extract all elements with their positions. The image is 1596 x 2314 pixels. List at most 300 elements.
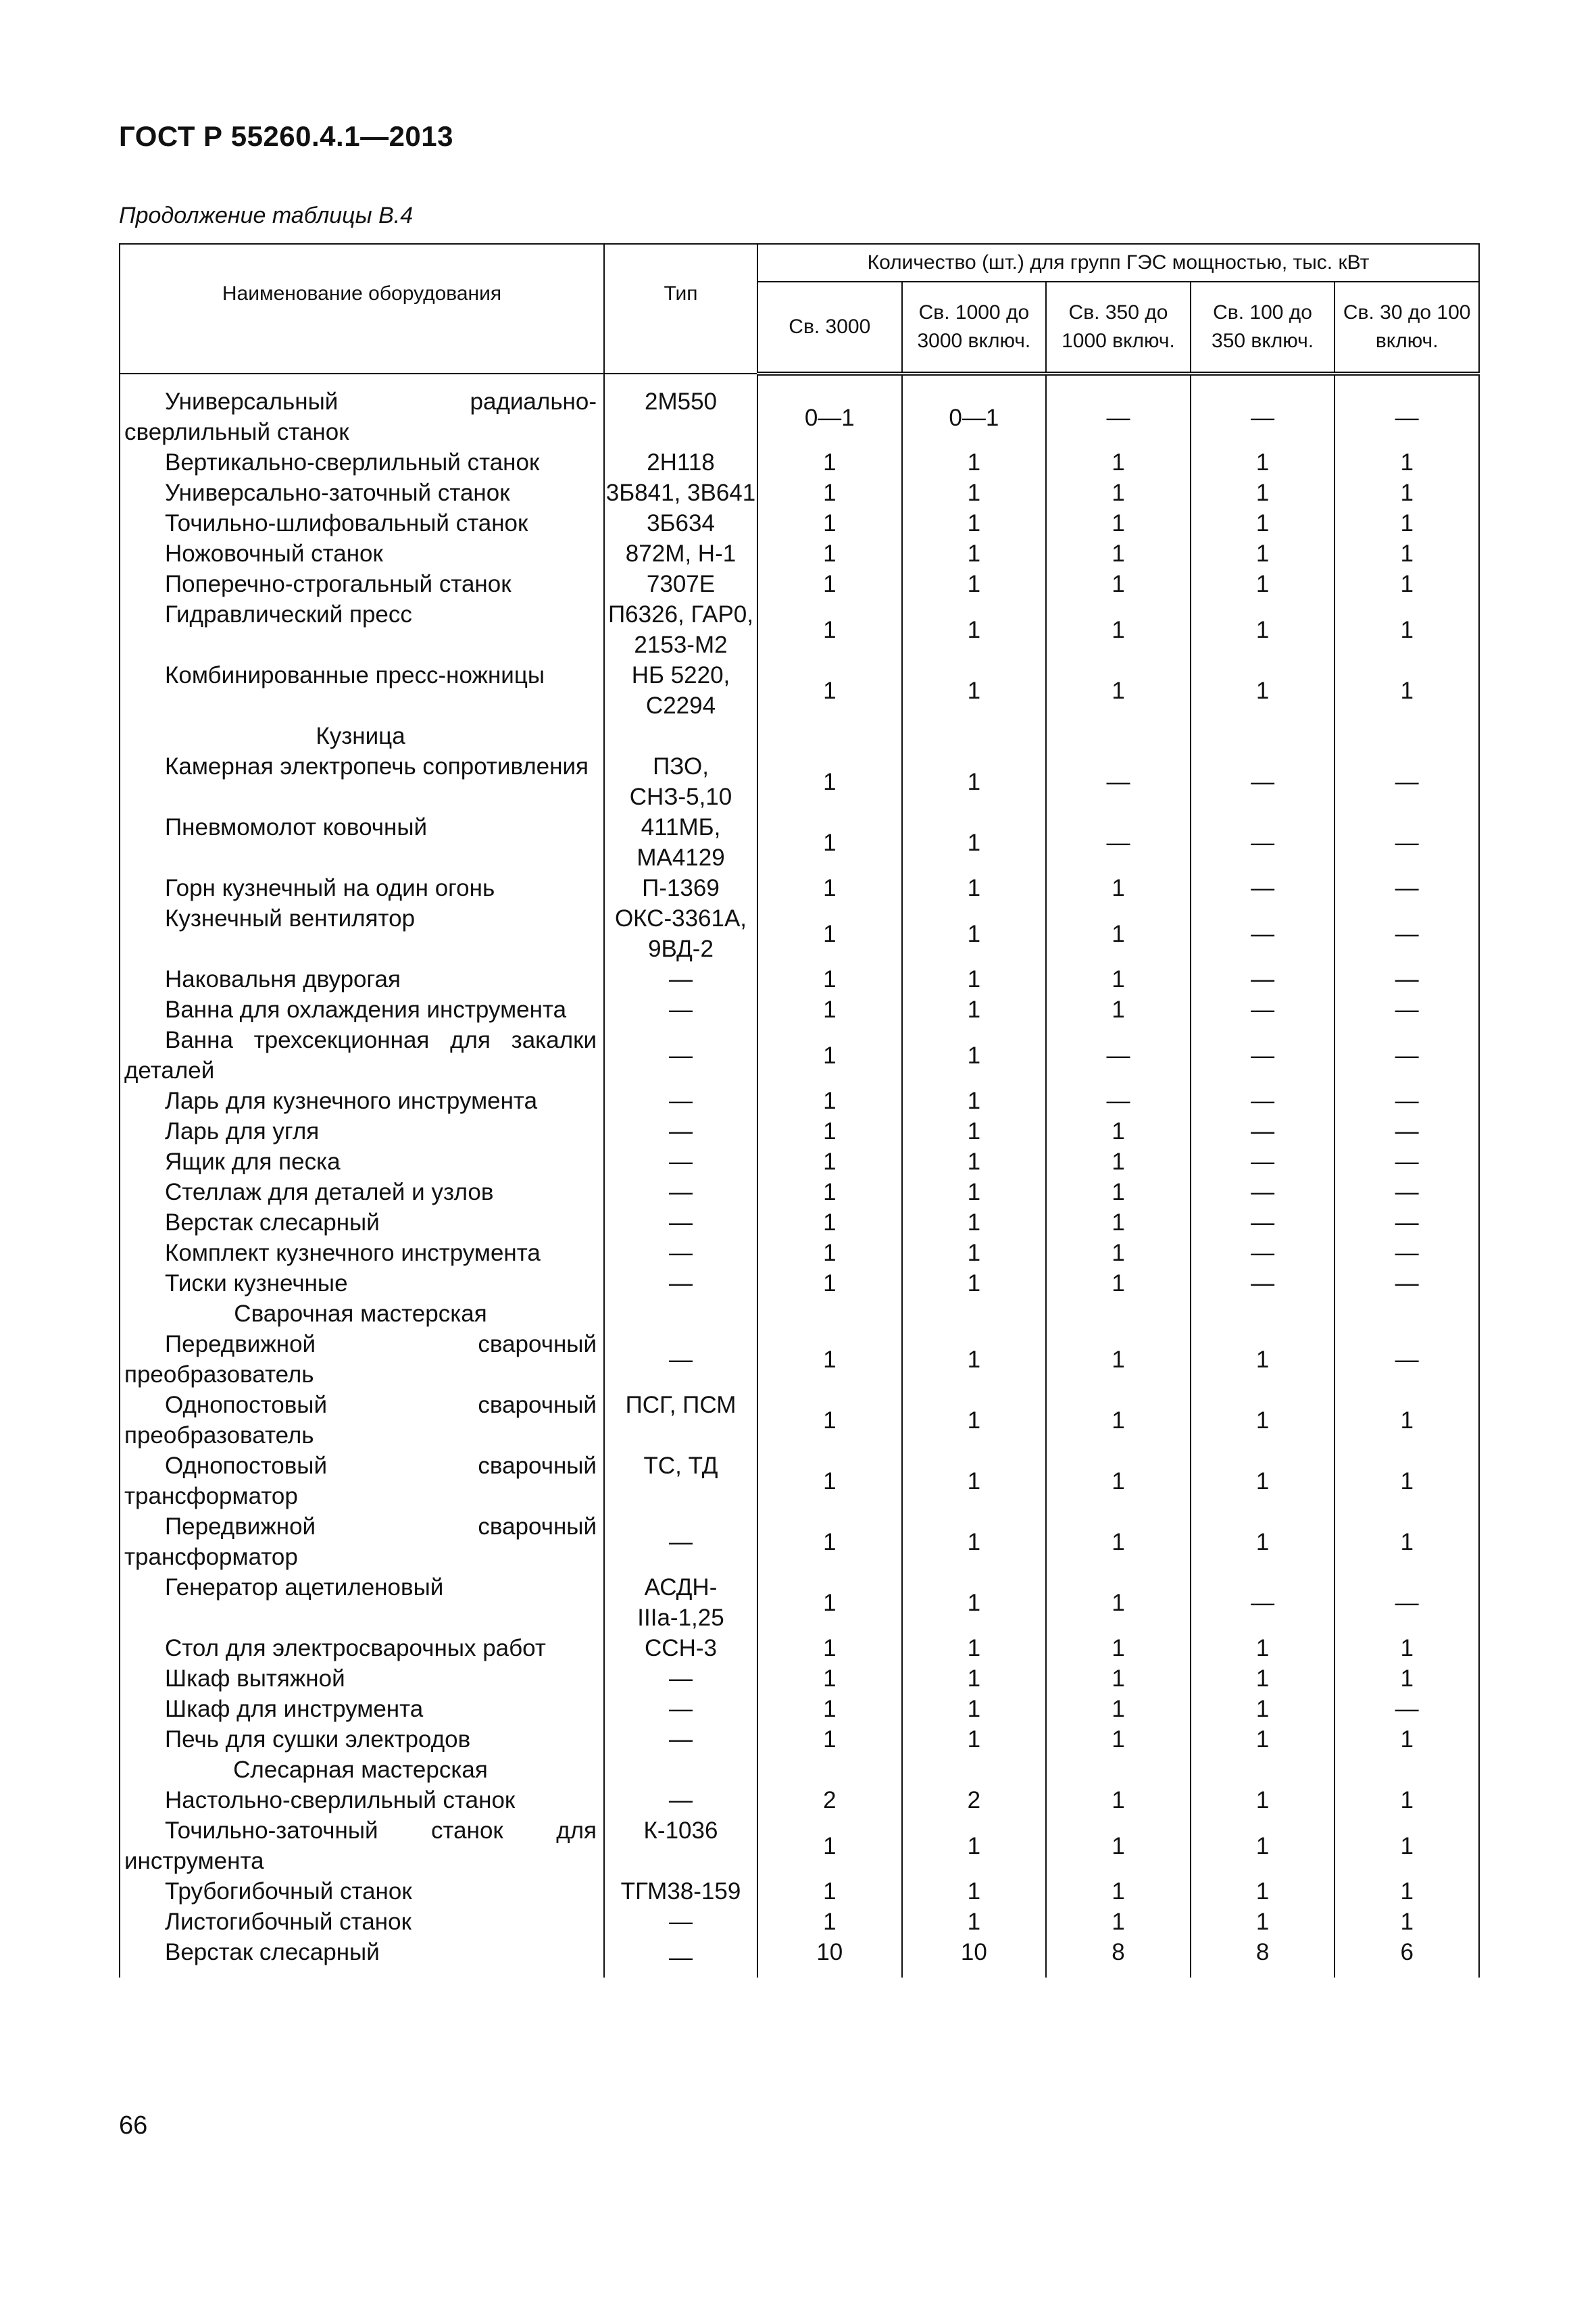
quantity-cell: 1 (1046, 1390, 1191, 1451)
quantity-cell: 1 (757, 660, 902, 721)
quantity-cell: 8 (1046, 1937, 1191, 1978)
quantity-cell: 1 (1335, 447, 1479, 478)
quantity-cell: 1 (757, 1329, 902, 1390)
quantity-cell: 1 (757, 1633, 902, 1663)
quantity-cell: — (1191, 1086, 1335, 1116)
page-number: 66 (119, 2111, 148, 2140)
section-row (120, 1299, 1479, 1329)
quantity-cell: 1 (902, 1511, 1047, 1572)
table-row (120, 1876, 1479, 1907)
quantity-cell: 1 (757, 995, 902, 1025)
quantity-cell: 1 (757, 1663, 902, 1694)
equipment-name: Вертикально-сверлильный станок (120, 447, 604, 478)
equipment-type: — (604, 1086, 757, 1116)
quantity-cell: 1 (902, 599, 1047, 660)
table-row (120, 964, 1479, 995)
quantity-cell: — (1335, 374, 1479, 447)
equipment-type: 3Б634 (604, 508, 757, 538)
equipment-name: Ножовочный станок (120, 538, 604, 569)
quantity-cell: — (1046, 751, 1191, 812)
equipment-name: Шкаф вытяжной (120, 1663, 604, 1694)
quantity-cell: 1 (902, 1633, 1047, 1663)
quantity-cell: 1 (1335, 1633, 1479, 1663)
equipment-name: Листогибочный станок (120, 1907, 604, 1937)
equipment-type: — (604, 1025, 757, 1086)
quantity-cell: 1 (1046, 538, 1191, 569)
quantity-cell: 1 (1191, 1907, 1335, 1937)
table-row (120, 812, 1479, 873)
table-row (120, 1086, 1479, 1116)
quantity-cell: 1 (902, 1268, 1047, 1299)
quantity-cell: 1 (1046, 660, 1191, 721)
quantity-cell (902, 1755, 1047, 1785)
quantity-cell: 1 (1191, 538, 1335, 569)
column-header-name: Наименование оборудования (120, 244, 604, 374)
table-row (120, 1238, 1479, 1268)
quantity-cell: 1 (1046, 1724, 1191, 1755)
quantity-cell: — (1335, 1329, 1479, 1390)
quantity-cell: 1 (757, 1694, 902, 1724)
table-row (120, 1663, 1479, 1694)
equipment-type: 411МБ, МА4129 (604, 812, 757, 873)
equipment-type: — (604, 1116, 757, 1147)
equipment-type: — (604, 1907, 757, 1937)
equipment-name: Передвижной сварочный преобразователь (120, 1329, 604, 1390)
quantity-cell: 1 (757, 1876, 902, 1907)
quantity-cell: — (1335, 1268, 1479, 1299)
equipment-type: 7307Е (604, 569, 757, 599)
quantity-cell (902, 1299, 1047, 1329)
equipment-name: Стеллаж для деталей и узлов (120, 1177, 604, 1207)
quantity-cell: 1 (902, 812, 1047, 873)
equipment-name: Тиски кузнечные (120, 1268, 604, 1299)
quantity-cell: — (1335, 1147, 1479, 1177)
table-row (120, 1207, 1479, 1238)
quantity-cell: — (1335, 1572, 1479, 1633)
quantity-cell: — (1335, 1025, 1479, 1086)
quantity-cell: 1 (757, 1815, 902, 1876)
quantity-cell: 1 (1335, 1663, 1479, 1694)
table-row (120, 1694, 1479, 1724)
quantity-cell: 1 (1191, 1663, 1335, 1694)
equipment-name: Верстак слесарный (120, 1207, 604, 1238)
table-row (120, 569, 1479, 599)
quantity-cell: 1 (757, 1025, 902, 1086)
equipment-name: Печь для сушки электродов (120, 1724, 604, 1755)
equipment-type: — (604, 1177, 757, 1207)
equipment-name: Ванна для охлаждения инструмента (120, 995, 604, 1025)
equipment-name: Горн кузнечный на один огонь (120, 873, 604, 903)
quantity-cell: 1 (1046, 1207, 1191, 1238)
table-row (120, 1177, 1479, 1207)
equipment-type: — (604, 995, 757, 1025)
quantity-cell: — (1335, 1177, 1479, 1207)
equipment-name: Точильно-шлифовальный станок (120, 508, 604, 538)
quantity-cell: — (1191, 1268, 1335, 1299)
equipment-type: ТС, ТД (604, 1451, 757, 1511)
equipment-type: 2М550 (604, 374, 757, 447)
quantity-cell: 2 (757, 1785, 902, 1815)
quantity-cell: 1 (1191, 478, 1335, 508)
quantity-cell: 1 (1335, 1511, 1479, 1572)
quantity-cell: 1 (1046, 1238, 1191, 1268)
table-row (120, 538, 1479, 569)
quantity-cell: 1 (1191, 1724, 1335, 1755)
quantity-cell: — (1046, 374, 1191, 447)
equipment-type (604, 721, 757, 751)
column-header-over-3000: Св. 3000 (757, 282, 902, 374)
quantity-cell: 1 (902, 873, 1047, 903)
quantity-cell: 1 (902, 447, 1047, 478)
equipment-name: Комбинированные пресс-ножницы (120, 660, 604, 721)
quantity-cell: 1 (1046, 903, 1191, 964)
quantity-cell: 1 (1046, 478, 1191, 508)
quantity-cell: — (1046, 1025, 1191, 1086)
quantity-cell: 1 (1335, 1785, 1479, 1815)
quantity-cell (757, 1755, 902, 1785)
quantity-cell: 1 (757, 538, 902, 569)
quantity-cell: 1 (1191, 1633, 1335, 1663)
quantity-cell: 1 (902, 995, 1047, 1025)
quantity-cell: 1 (902, 1907, 1047, 1937)
table-row (120, 1907, 1479, 1937)
quantity-cell: 1 (1191, 1785, 1335, 1815)
quantity-cell: — (1191, 374, 1335, 447)
quantity-cell: 1 (902, 538, 1047, 569)
equipment-name: Кузнечный вентилятор (120, 903, 604, 964)
quantity-cell: 1 (757, 1086, 902, 1116)
quantity-cell: — (1335, 1116, 1479, 1147)
quantity-cell: 1 (757, 1147, 902, 1177)
quantity-cell: 1 (902, 1238, 1047, 1268)
quantity-cell: — (1335, 995, 1479, 1025)
equipment-type: — (604, 1238, 757, 1268)
equipment-type: П6326, ГАР0, 2153-М2 (604, 599, 757, 660)
quantity-cell: — (1046, 1086, 1191, 1116)
quantity-cell: 1 (902, 1876, 1047, 1907)
quantity-cell: 1 (902, 1724, 1047, 1755)
quantity-cell: 1 (902, 1451, 1047, 1511)
table-row (120, 1572, 1479, 1633)
quantity-cell: — (1191, 903, 1335, 964)
table-row (120, 1147, 1479, 1177)
quantity-cell: 1 (1191, 1876, 1335, 1907)
quantity-cell: 1 (757, 1451, 902, 1511)
quantity-cell: 1 (757, 751, 902, 812)
equipment-name: Ларь для угля (120, 1116, 604, 1147)
quantity-cell: — (1335, 751, 1479, 812)
column-header-type: Тип (604, 244, 757, 374)
equipment-name: Поперечно-строгальный станок (120, 569, 604, 599)
quantity-cell: — (1335, 873, 1479, 903)
quantity-cell: 1 (1046, 1663, 1191, 1694)
section-title: Сварочная мастерская (120, 1299, 604, 1329)
equipment-type: 2Н118 (604, 447, 757, 478)
table-row (120, 1785, 1479, 1815)
equipment-type: — (604, 1785, 757, 1815)
quantity-cell: 1 (757, 1724, 902, 1755)
quantity-cell: 1 (757, 1177, 902, 1207)
quantity-cell: 1 (902, 1572, 1047, 1633)
table-row (120, 1268, 1479, 1299)
quantity-cell: — (1335, 1086, 1479, 1116)
quantity-cell: 1 (1191, 569, 1335, 599)
equipment-name: Пневмомолот ковочный (120, 812, 604, 873)
quantity-cell: 1 (1335, 599, 1479, 660)
quantity-cell (757, 721, 902, 751)
table-caption: Продолжение таблицы В.4 (119, 203, 414, 228)
quantity-cell: 1 (1046, 995, 1191, 1025)
quantity-cell: 1 (1191, 660, 1335, 721)
quantity-cell: 1 (1191, 1390, 1335, 1451)
equipment-name: Передвижной сварочный трансформатор (120, 1511, 604, 1572)
quantity-cell: 1 (757, 1268, 902, 1299)
equipment-name: Генератор ацетиленовый (120, 1572, 604, 1633)
quantity-cell: 1 (757, 1511, 902, 1572)
equipment-name: Трубогибочный станок (120, 1876, 604, 1907)
quantity-cell: 1 (1335, 569, 1479, 599)
quantity-cell: 1 (1335, 1815, 1479, 1876)
quantity-cell: — (1191, 873, 1335, 903)
table-row (120, 1329, 1479, 1390)
quantity-cell: 1 (1046, 569, 1191, 599)
equipment-type (604, 1299, 757, 1329)
quantity-cell: 1 (902, 1390, 1047, 1451)
quantity-cell: 1 (902, 1207, 1047, 1238)
equipment-type: К-1036 (604, 1815, 757, 1876)
quantity-cell: 1 (1046, 1116, 1191, 1147)
quantity-cell: 8 (1191, 1937, 1335, 1978)
quantity-cell: 1 (902, 1815, 1047, 1876)
quantity-cell: — (1335, 1694, 1479, 1724)
equipment-name: Гидравлический пресс (120, 599, 604, 660)
equipment-name: Универсальный радиально-сверлильный станок (120, 374, 604, 447)
table-row (120, 873, 1479, 903)
equipment-name: Универсально-заточный станок (120, 478, 604, 508)
quantity-cell: 1 (1046, 508, 1191, 538)
quantity-cell: 1 (1335, 1907, 1479, 1937)
quantity-cell: — (1191, 995, 1335, 1025)
quantity-cell: — (1335, 903, 1479, 964)
table-row (120, 1390, 1479, 1451)
equipment-type: — (604, 1207, 757, 1238)
quantity-cell: 1 (1191, 1694, 1335, 1724)
equipment-type: — (604, 1329, 757, 1390)
equipment-type: ССН-3 (604, 1633, 757, 1663)
equipment-type: НБ 5220, С2294 (604, 660, 757, 721)
quantity-cell: 10 (902, 1937, 1047, 1978)
equipment-type (604, 1755, 757, 1785)
equipment-type: ПСГ, ПСМ (604, 1390, 757, 1451)
equipment-name: Однопостовый сварочный преобразователь (120, 1390, 604, 1451)
quantity-cell: 1 (1335, 1724, 1479, 1755)
quantity-cell (1335, 1755, 1479, 1785)
quantity-cell (1046, 1299, 1191, 1329)
quantity-cell: — (1191, 1116, 1335, 1147)
table-row (120, 1815, 1479, 1876)
quantity-cell: 1 (1191, 1815, 1335, 1876)
quantity-cell: 1 (757, 478, 902, 508)
equipment-name: Стол для электросварочных работ (120, 1633, 604, 1663)
quantity-cell: 1 (902, 569, 1047, 599)
quantity-cell: — (1191, 1207, 1335, 1238)
quantity-cell (1191, 1299, 1335, 1329)
quantity-cell: 1 (757, 1907, 902, 1937)
quantity-cell: 1 (757, 1207, 902, 1238)
quantity-cell: 1 (902, 1147, 1047, 1177)
quantity-cell: 1 (757, 812, 902, 873)
quantity-cell: 1 (1046, 1511, 1191, 1572)
equipment-type: — (604, 1724, 757, 1755)
section-title: Слесарная мастерская (120, 1755, 604, 1785)
table-body (120, 374, 1479, 1978)
quantity-cell: 1 (902, 1329, 1047, 1390)
quantity-cell: — (1191, 964, 1335, 995)
quantity-cell: 1 (757, 508, 902, 538)
equipment-type: ПЗО, СНЗ-5,10 (604, 751, 757, 812)
table-row (120, 1511, 1479, 1572)
equipment-type: — (604, 964, 757, 995)
quantity-cell (1046, 1755, 1191, 1785)
quantity-cell (902, 721, 1047, 751)
quantity-cell: 1 (1046, 1451, 1191, 1511)
column-header-1000-3000: Св. 1000 до 3000 включ. (902, 282, 1047, 374)
quantity-cell: 1 (1046, 599, 1191, 660)
column-header-350-1000: Св. 350 до 1000 включ. (1046, 282, 1191, 374)
quantity-cell: 1 (757, 1116, 902, 1147)
equipment-name: Ларь для кузнечного инструмента (120, 1086, 604, 1116)
quantity-cell: 2 (902, 1785, 1047, 1815)
quantity-cell: 1 (1046, 873, 1191, 903)
quantity-cell: 1 (902, 1025, 1047, 1086)
quantity-cell: 1 (1191, 1511, 1335, 1572)
quantity-cell: — (1191, 751, 1335, 812)
quantity-cell (1191, 1755, 1335, 1785)
quantity-cell: 1 (1046, 447, 1191, 478)
table-row (120, 660, 1479, 721)
table-row (120, 995, 1479, 1025)
section-row (120, 721, 1479, 751)
equipment-type: АСДН-IIIа-1,25 (604, 1572, 757, 1633)
quantity-cell: 1 (1335, 1390, 1479, 1451)
quantity-cell: 1 (1046, 1329, 1191, 1390)
quantity-cell: 1 (757, 903, 902, 964)
quantity-cell: — (1191, 1238, 1335, 1268)
equipment-type: — (604, 1937, 757, 1978)
quantity-cell: 1 (902, 478, 1047, 508)
quantity-cell: — (1191, 1177, 1335, 1207)
quantity-cell: 1 (1046, 1815, 1191, 1876)
quantity-cell: 1 (1191, 508, 1335, 538)
quantity-cell: 1 (1335, 1451, 1479, 1511)
quantity-cell: 1 (1335, 478, 1479, 508)
quantity-cell: 1 (1335, 1876, 1479, 1907)
equipment-name: Ванна трехсекционная для закалки деталей (120, 1025, 604, 1086)
quantity-cell: 1 (757, 447, 902, 478)
quantity-cell: 1 (902, 1116, 1047, 1147)
table-row (120, 1451, 1479, 1511)
equipment-type: — (604, 1147, 757, 1177)
quantity-cell: — (1191, 1025, 1335, 1086)
quantity-cell: 1 (757, 599, 902, 660)
quantity-cell (1191, 721, 1335, 751)
quantity-cell: — (1335, 1207, 1479, 1238)
table-row (120, 478, 1479, 508)
equipment-table (119, 243, 1480, 1978)
column-header-100-350: Св. 100 до 350 включ. (1191, 282, 1335, 374)
equipment-name: Верстак слесарный (120, 1937, 604, 1978)
table-row (120, 1025, 1479, 1086)
table-row (120, 751, 1479, 812)
quantity-cell: 1 (757, 1238, 902, 1268)
quantity-cell: 1 (1046, 1572, 1191, 1633)
quantity-cell: 1 (1046, 1694, 1191, 1724)
quantity-cell: 0—1 (902, 374, 1047, 447)
quantity-cell: 1 (1335, 660, 1479, 721)
quantity-cell: 1 (1046, 1876, 1191, 1907)
quantity-cell: 0—1 (757, 374, 902, 447)
quantity-cell: 1 (902, 903, 1047, 964)
quantity-cell: 1 (1191, 599, 1335, 660)
column-header-group: Количество (шт.) для групп ГЭС мощностью, тыс. кВт (757, 244, 1479, 282)
equipment-type: 3Б841, 3В641 (604, 478, 757, 508)
quantity-cell: 1 (757, 964, 902, 995)
quantity-cell: 1 (902, 1694, 1047, 1724)
quantity-cell: 1 (757, 1572, 902, 1633)
table-row (120, 374, 1479, 447)
equipment-name: Шкаф для инструмента (120, 1694, 604, 1724)
equipment-type: ОКС-3361А, 9ВД-2 (604, 903, 757, 964)
document-header: ГОСТ Р 55260.4.1—2013 (119, 120, 453, 152)
table-row (120, 447, 1479, 478)
quantity-cell: 6 (1335, 1937, 1479, 1978)
equipment-type: — (604, 1694, 757, 1724)
equipment-type: ТГМ38-159 (604, 1876, 757, 1907)
table-row (120, 1116, 1479, 1147)
quantity-cell: 1 (1046, 1907, 1191, 1937)
quantity-cell: 1 (1046, 1177, 1191, 1207)
quantity-cell: 1 (1335, 538, 1479, 569)
section-row (120, 1755, 1479, 1785)
quantity-cell (1335, 1299, 1479, 1329)
quantity-cell: 1 (1046, 1633, 1191, 1663)
quantity-cell: — (1191, 812, 1335, 873)
quantity-cell: 10 (757, 1937, 902, 1978)
quantity-cell: 1 (902, 1177, 1047, 1207)
quantity-cell: 1 (902, 1663, 1047, 1694)
quantity-cell: 1 (902, 751, 1047, 812)
equipment-name: Точильно-заточный станок для инструмента (120, 1815, 604, 1876)
quantity-cell: 1 (1191, 1329, 1335, 1390)
quantity-cell: 1 (757, 873, 902, 903)
quantity-cell: 1 (902, 964, 1047, 995)
table-row (120, 1724, 1479, 1755)
quantity-cell: 1 (902, 1086, 1047, 1116)
quantity-cell: — (1335, 812, 1479, 873)
equipment-name: Ящик для песка (120, 1147, 604, 1177)
quantity-cell: — (1335, 964, 1479, 995)
quantity-cell: 1 (1046, 964, 1191, 995)
equipment-type: — (604, 1663, 757, 1694)
table-row (120, 1633, 1479, 1663)
equipment-name: Камерная электропечь сопротивления (120, 751, 604, 812)
equipment-name: Настольно-сверлильный станок (120, 1785, 604, 1815)
quantity-cell: — (1335, 1238, 1479, 1268)
quantity-cell (1046, 721, 1191, 751)
quantity-cell: 1 (1046, 1785, 1191, 1815)
table-row (120, 1937, 1479, 1978)
quantity-cell: 1 (1335, 508, 1479, 538)
